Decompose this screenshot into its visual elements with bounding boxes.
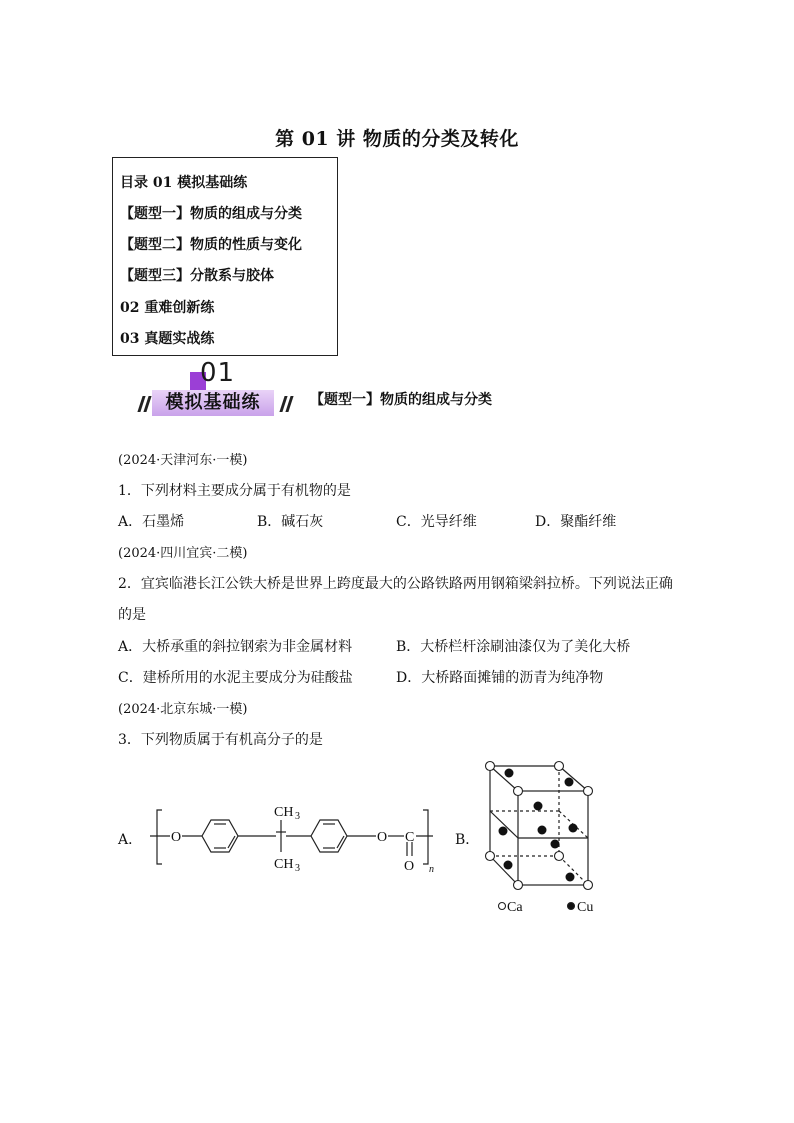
option-a[interactable]: A． <box>118 832 143 848</box>
badge-label: 模拟基础练 <box>165 392 261 413</box>
question-stem-continued: 的是 <box>118 607 146 623</box>
question-source: (2024·北京东城·一模) <box>118 702 248 717</box>
cu-atom <box>499 827 508 836</box>
toc-item[interactable]: 【题型二】物质的性质与变化 <box>120 237 302 253</box>
section-heading: 【题型一】物质的组成与分类 <box>310 392 492 408</box>
option-c[interactable]: C．建桥所用的水泥主要成分为硅酸盐 <box>118 670 353 686</box>
ca-atom <box>584 787 593 796</box>
question-source: (2024·四川宜宾·二模) <box>118 546 248 561</box>
ca-atom <box>486 852 495 861</box>
ca-atom <box>555 852 564 861</box>
toc-item[interactable]: 目录 01 模拟基础练 <box>120 175 248 191</box>
ca-atom <box>486 762 495 771</box>
toc-item[interactable]: 02 重难创新练 <box>120 300 215 316</box>
polymer-structure-figure <box>148 796 440 882</box>
question-stem: 3．下列物质属于有机高分子的是 <box>118 732 323 748</box>
cu-atom <box>505 769 514 778</box>
cu-legend-label: Cu <box>577 900 594 915</box>
question-stem: 2．宜宾临港长江公铁大桥是世界上跨度最大的公路铁路两用钢箱梁斜拉桥。下列说法正确 <box>118 576 673 592</box>
cu-atom <box>566 873 575 882</box>
option-c[interactable]: C．光导纤维 <box>396 514 477 530</box>
methyl-group-bottom: CH <box>274 857 294 872</box>
toc-item[interactable]: 【题型一】物质的组成与分类 <box>120 206 302 222</box>
ca-legend-icon <box>499 903 506 910</box>
cu-atom <box>534 802 543 811</box>
toc-item[interactable]: 【题型三】分散系与胶体 <box>120 268 274 284</box>
methyl-subscript-top: 3 <box>295 811 300 822</box>
toc-item[interactable]: 03 真题实战练 <box>120 331 215 347</box>
cu-atom <box>551 840 560 849</box>
option-a[interactable]: A．大桥承重的斜拉钢索为非金属材料 <box>118 639 353 655</box>
question-stem: 1．下列材料主要成分属于有机物的是 <box>118 483 351 499</box>
option-b[interactable]: B． <box>455 832 480 848</box>
repeat-unit-n: n <box>429 864 434 875</box>
cu-legend-icon <box>568 903 575 910</box>
methyl-group-top: CH <box>274 805 294 820</box>
oxygen-atom-1: O <box>171 830 182 845</box>
oxygen-atom-2: O <box>377 830 388 845</box>
option-b[interactable]: B．碱石灰 <box>257 514 324 530</box>
ca-atom <box>584 881 593 890</box>
question-source: (2024·天津河东·一模) <box>118 453 248 468</box>
ca-legend-label: Ca <box>507 900 523 915</box>
ca-atom <box>514 881 523 890</box>
option-d[interactable]: D．大桥路面摊铺的沥青为纯净物 <box>396 670 604 686</box>
cu-atom <box>504 861 513 870</box>
badge-number: 01 <box>200 358 236 388</box>
table-of-contents <box>112 157 338 356</box>
methyl-subscript-bottom: 3 <box>295 863 300 874</box>
option-d[interactable]: D．聚酯纤维 <box>535 514 617 530</box>
carbonyl-oxygen: O <box>404 859 415 874</box>
page-title: 第 01 讲 物质的分类及转化 <box>275 128 519 150</box>
cu-atom <box>565 778 574 787</box>
ca-atom <box>514 787 523 796</box>
option-a[interactable]: A．石墨烯 <box>118 514 185 530</box>
ca-atom <box>555 762 564 771</box>
carbonyl-carbon: C <box>405 830 415 845</box>
crystal-structure-figure <box>480 758 620 922</box>
cu-atom <box>538 826 547 835</box>
cu-atom <box>569 824 578 833</box>
option-b[interactable]: B．大桥栏杆涂刷油漆仅为了美化大桥 <box>396 639 631 655</box>
section-badge <box>150 360 295 426</box>
